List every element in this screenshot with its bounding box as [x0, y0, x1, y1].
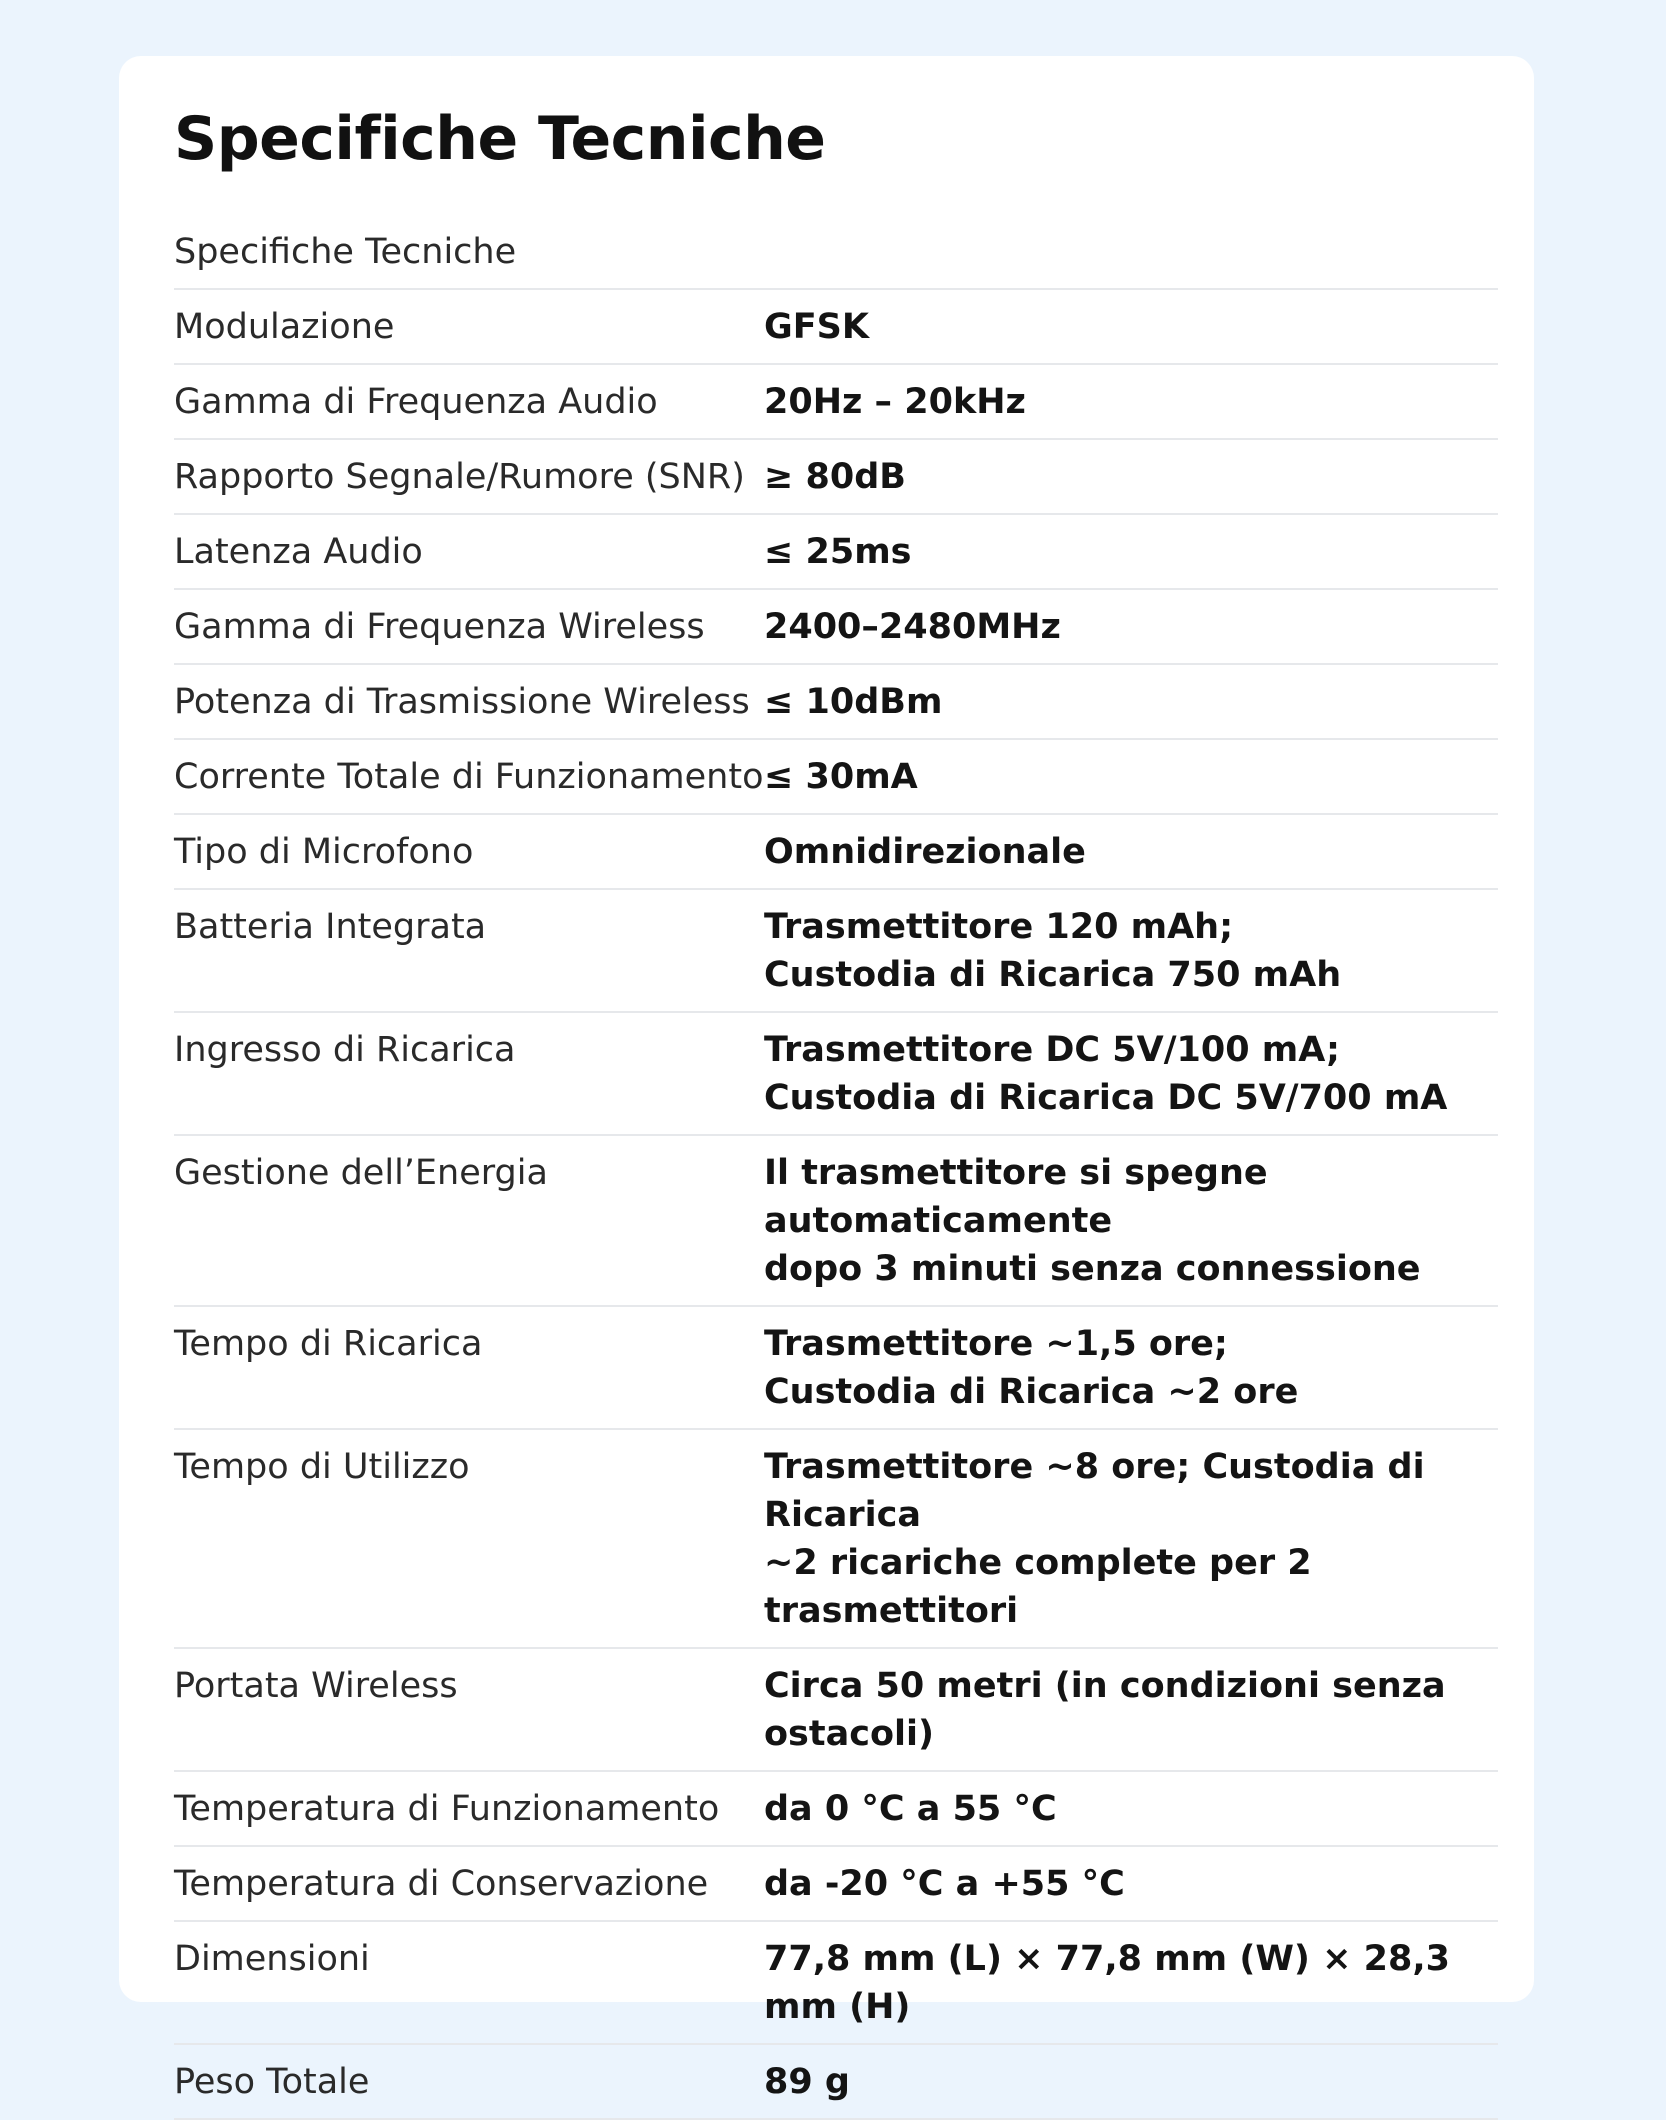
spec-value: [764, 1648, 1498, 1771]
spec-label: Temperatura di Funzionamento: [174, 1771, 764, 1846]
spec-table: [174, 206, 1498, 2120]
spec-value-line: ≤ 25ms: [764, 532, 912, 572]
spec-row: [174, 439, 1498, 514]
spec-value: [764, 1921, 1498, 2044]
spec-value-line: Custodia di Ricarica 750 mAh: [764, 955, 1342, 995]
spec-value-line: dopo 3 minuti senza connessione: [764, 1249, 1421, 1289]
spec-row: [174, 1135, 1498, 1306]
page-title: Specifiche Tecniche: [174, 104, 826, 174]
spec-row: [174, 364, 1498, 439]
spec-value-line: 2400–2480MHz: [764, 607, 1061, 647]
spec-row: [174, 2044, 1498, 2119]
spec-label: Dimensioni: [174, 1921, 764, 2044]
spec-row: [174, 1012, 1498, 1135]
spec-label: Tempo di Utilizzo: [174, 1429, 764, 1648]
spec-row: [174, 814, 1498, 889]
spec-value-line: ≤ 30mA: [764, 757, 918, 797]
spec-row: [174, 589, 1498, 664]
spec-row: [174, 1648, 1498, 1771]
spec-value-line: da 0 °C a 55 °C: [764, 1789, 1057, 1829]
spec-value-line: 89 g: [764, 2062, 850, 2102]
spec-value: [764, 664, 1498, 739]
spec-value-line: Omnidirezionale: [764, 832, 1086, 872]
spec-value-line: Trasmettitore 120 mAh;: [764, 907, 1234, 947]
spec-label: Tempo di Ricarica: [174, 1306, 764, 1429]
spec-row: [174, 739, 1498, 814]
spec-row: [174, 289, 1498, 364]
spec-row: [174, 1306, 1498, 1429]
spec-value: [764, 589, 1498, 664]
spec-value-line: ≥ 80dB: [764, 457, 906, 497]
spec-value: [764, 739, 1498, 814]
spec-value: [764, 1429, 1498, 1648]
spec-table-body: [174, 206, 1498, 2119]
spec-value-line: Trasmettitore DC 5V/100 mA;: [764, 1030, 1340, 1070]
spec-label: Potenza di Trasmissione Wireless: [174, 664, 764, 739]
spec-value: [764, 1135, 1498, 1306]
spec-value-line: 77,8 mm (L) × 77,8 mm (W) × 28,3 mm (H): [764, 1939, 1450, 2027]
spec-label: Ingresso di Ricarica: [174, 1012, 764, 1135]
spec-value: [764, 2044, 1498, 2119]
spec-label: Corrente Totale di Funzionamento: [174, 739, 764, 814]
spec-value: [764, 814, 1498, 889]
spec-value: [764, 514, 1498, 589]
spec-table-header-row: [174, 206, 1498, 289]
spec-label: Portata Wireless: [174, 1648, 764, 1771]
spec-value: [764, 439, 1498, 514]
spec-value: [764, 364, 1498, 439]
spec-value: [764, 1306, 1498, 1429]
spec-row: [174, 514, 1498, 589]
spec-value: [764, 289, 1498, 364]
spec-label: Gamma di Frequenza Audio: [174, 364, 764, 439]
spec-card: [119, 56, 1534, 2102]
spec-value: [764, 1846, 1498, 1921]
spec-value-line: Trasmettitore ~8 ore; Custodia di Ricarica: [764, 1447, 1425, 1535]
spec-value-line: ~2 ricariche complete per 2 trasmettitori: [764, 1543, 1312, 1631]
spec-row: [174, 664, 1498, 739]
spec-label: Tipo di Microfono: [174, 814, 764, 889]
spec-label: Latenza Audio: [174, 514, 764, 589]
spec-row: [174, 1429, 1498, 1648]
spec-row: [174, 1921, 1498, 2044]
spec-value-line: da -20 °C a +55 °C: [764, 1864, 1125, 1904]
spec-value: [764, 1771, 1498, 1846]
spec-value-line: Il trasmettitore si spegne automaticamente: [764, 1153, 1268, 1241]
spec-label: Temperatura di Conservazione: [174, 1846, 764, 1921]
spec-label: Gamma di Frequenza Wireless: [174, 589, 764, 664]
spec-label: Modulazione: [174, 289, 764, 364]
spec-row: [174, 1846, 1498, 1921]
spec-value-line: GFSK: [764, 307, 869, 347]
spec-label: Batteria Integrata: [174, 889, 764, 1012]
spec-value-line: Circa 50 metri (in condizioni senza ostacoli): [764, 1666, 1446, 1754]
spec-label: Rapporto Segnale/Rumore (SNR): [174, 439, 764, 514]
spec-value-line: Custodia di Ricarica ~2 ore: [764, 1372, 1299, 1412]
spec-row: [174, 1771, 1498, 1846]
spec-row: [174, 889, 1498, 1012]
spec-value: [764, 1012, 1498, 1135]
spec-value-line: ≤ 10dBm: [764, 682, 943, 722]
spec-table-header: Specifiche Tecniche: [174, 206, 1498, 289]
spec-value-line: 20Hz – 20kHz: [764, 382, 1026, 422]
spec-value-line: Custodia di Ricarica DC 5V/700 mA: [764, 1078, 1448, 1118]
spec-label: Gestione dell’Energia: [174, 1135, 764, 1306]
spec-value: [764, 889, 1498, 1012]
spec-label: Peso Totale: [174, 2044, 764, 2119]
spec-value-line: Trasmettitore ~1,5 ore;: [764, 1324, 1228, 1364]
